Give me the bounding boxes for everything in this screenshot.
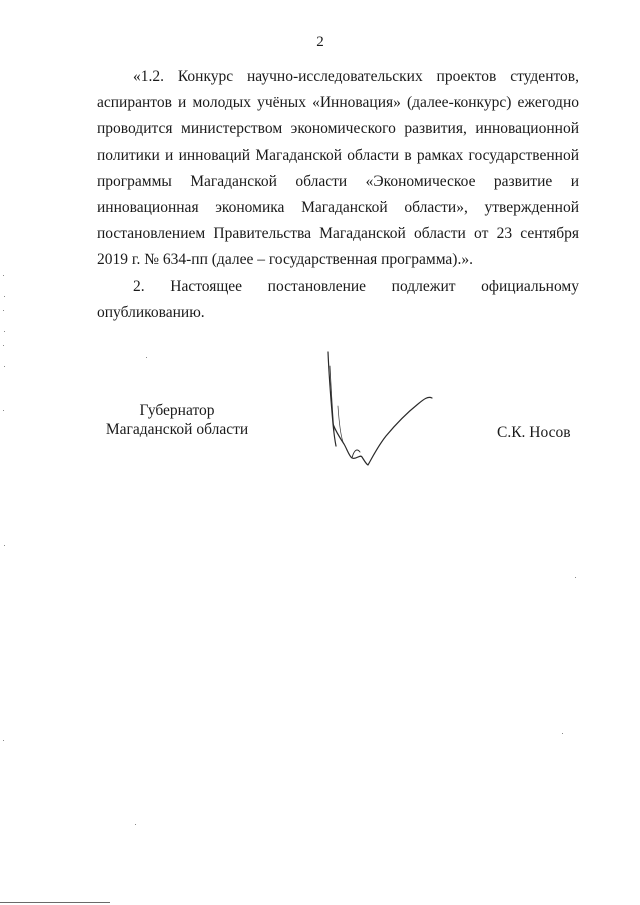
scan-speck <box>575 577 576 578</box>
document-body <box>97 64 579 326</box>
page-number: 2 <box>316 34 324 50</box>
scan-speck <box>146 357 147 358</box>
scan-speck <box>135 824 136 825</box>
signatory-name: С.К. Носов <box>497 424 571 441</box>
bottom-edge-rule <box>0 902 110 903</box>
scan-edge-marks <box>0 0 12 905</box>
signatory-position <box>97 401 257 439</box>
paragraph-publication: 2. Настоящее постановление подлежит официальному опубликованию. <box>97 277 579 321</box>
scan-speck <box>562 733 563 734</box>
position-title: Губернатор <box>139 402 215 419</box>
paragraph-amendment-1-2: «1.2. Конкурс научно-исследовательских проектов студентов, аспирантов и молодых учёных «Инновация» (далее-конкурс) ежегодно проводится министерством экономического развития, инновационной политики и инноваций Магаданской области в рамках государственной программы Магаданской области «Экономическое развитие и инновационная экономика Магаданской области», утвержденной постановлением Правительства Магаданской области от 23 сентября 2019 г. № 634-пп (далее – государственная программа).». <box>97 68 579 269</box>
handwritten-signature-icon <box>316 346 446 476</box>
position-region: Магаданской области <box>105 421 249 438</box>
